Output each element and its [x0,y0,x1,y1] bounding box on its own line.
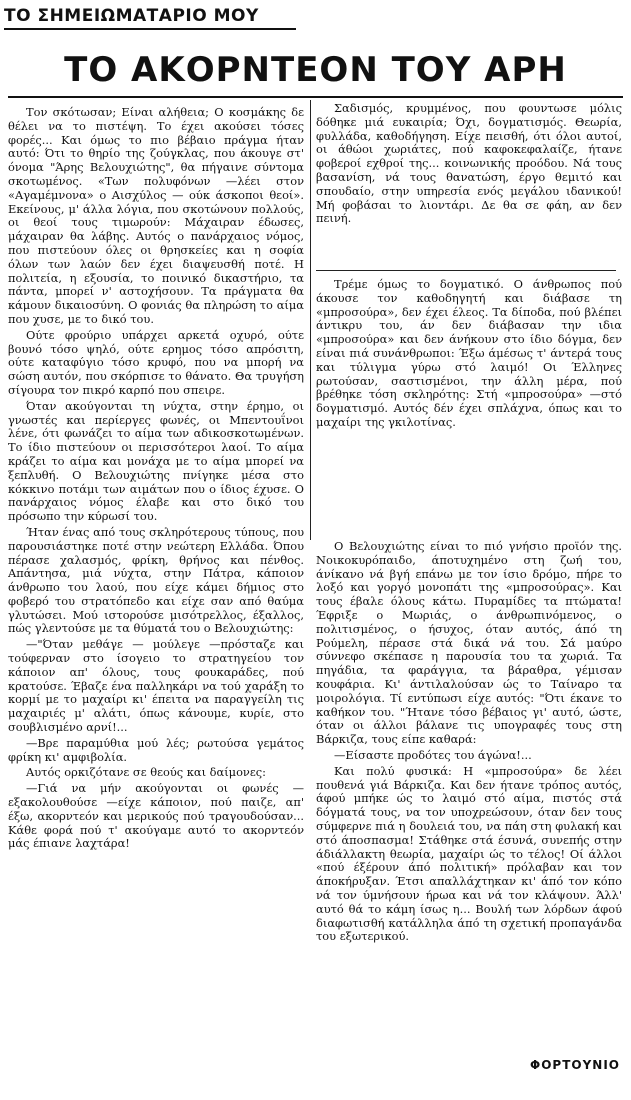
section-header: ΤΟ ΣΗΜΕΙΩΜΑΤΑΡΙΟ ΜΟΥ [4,6,296,30]
paragraph: Όταν ακούγονται τη νύχτα, στην έρημο, οι γνωστές και περίεργες φωνές, οι Μπεντουΐνοι λένε, ότι φωνάζει το αίμα των αδικοσκοτωμένων. Το ίδιο πιστεύουν οι περισσότεροι λαοί. Το αίμα κράζει το αίμα και μονάχα με το αίμα μπορεί να ξεπλυθή. Ο Βελουχιώτης πνίγηκε μέσα στο κόκκινο ποτάμι των αιμάτων που ο ίδιος έχυσε. Ο πανάρχαιος νόμος έλαβε και στο δικό του πρόσωπο την κύρωσί του. [8,398,304,524]
paragraph: Τρέμε όμως το δογματικό. Ο άνθρωπος πού άκουσε τον καθοδηγητή και διάβασε τη «μπροσούρα», δεν έχει έλεος. Τα δίποδα, πού βλέπει άντικρυ του, άν δεν διάβασαν την ιδια «μπροσούρα» και δεν άνήκουν στο ίδιο δόγμα, δεν είναι πιά συνάνθρωποι: Έξω άμέσως τ' άντερά τους και τύλιγμα γύρω στό λαιμό! Οι Έλληνες ρωτούσαν, σαστισμένοι, την άλλη μέρα, πού βρέθηκε τόση σκληρότης: Στή «μπροσούρα» —στό δογματισμό. Αυτός δέν έχει σπλάχνα, όπως και το μαχαίρι της γκιλοτίνας. [316,278,622,429]
right-column-top [316,102,622,266]
paragraph: Και πολύ φυσικά: Η «μπροσούρα» δε λέει πουθενά γιά Βάρκιζα. Και δεν ήτανε τρόπος αυτός, άφού μπήκε ώς το λαιμό στό αίμα, πιστός στά δόγματά τους, να τον υποχρεώσουν, όταν δεν τους σύμφερνε πιά η δουλειά του, να πάη στη φυλακή και στό άποσπασμα! Στάθηκε στά έσυνά, συνεπής στην άδιάλλακτη θεωρία, μαχαίρι ώς το τέλος! Οί άλλοι «πού έξέρουν άπό πολιτική» πρόλαβαν και τον άποκήρυξαν. Έτσι απαλλάχτηκαν κι' άπό τον κόπο νά τον ύμνήσουν ήρωα και νά τον κλάψουν. Άλλ' αυτό θά το κάμη ίσως η... Βουλή των λόρδων άφού διαφωτισθή κατάλληλα άπό τη σχετική προπαγάνδα του εξωτερικού. [316,763,622,944]
paragraph: Αυτός ορκιζότανε σε θεούς και δαίμονες: [26,765,266,780]
section-divider [316,270,616,271]
right-column-middle [316,278,622,536]
paragraph: Ούτε φρούριο υπάρχει αρκετά οχυρό, ούτε βουνό τόσο ψηλό, ούτε ερημος τόσο απρόσιτη, ούτε καταφύγιο τόσο κρυφό, που να μπορή να σώση αυτόν, που σκόρπισε το θάνατο. Θα τρυγήση σίγουρα τον πικρό καρπό που σπειρε. [8,327,304,397]
paragraph: Ο Βελουχιώτης είναι το πιό γνήσιο προϊόν της. Νοικοκυρόπαιδο, άποτυχημένο στη ζωή του, άνίκανο νά βγή επάνω με τον ίσιο δρόμο, πήρε το λοξό και γοργό μονοπάτι της «μπροσούρας». Και τους έβαλε όλους κάτω. Πυραμίδες τα πτώματα! Έφριξε ο Μωριάς, ο άνθρωπινόμενος, ο πολιτισμένος, ο ήσυχος, όταν αυτός, άπό τη Ρούμελη, πέρασε στά δικά νά του. Σά μαύρο σύννεφο σκέπασε η παρουσία του τα χωριά. Τα πηγάδια, τα φαράγγια, τα βάραθρα, γέμισαν κουφάρια. Κι' άντιλαλούσαν ώς το Ταίναρο τα μοιρολόγια. Τί εντύπωσι είχε αυτός: "Ότι έκανε το καθήκον του. "Ήτανε τόσο βέβαιος γι' αυτό, ώστε, όταν οι άλλοι βάλανε τις υπογραφές τους στη Βάρκιζα, τους είπε καθαρά: [316,540,622,747]
paragraph: Τον σκότωσαν; Είναι αλήθεια; Ο κοσμάκης δε θέλει να το πιστέψη. Το έχει ακούσει τόσες φορές... Και όμως το πιο βέβαιο πράγμα ήταν αυτό: Ότι το θηρίο της ζούγκλας, που άκουγε στ' όνομα "Άρης Βελουχιώτης", θα πήγαινε σύντομα σκοτωμένος. «Των πολυφόνων —λέει στον «Αγαμέμνονα» ο Αισχύλος — ούκ άσκοποι θεοί». Εκείνους, μ' άλλα λόγια, που σκοτώνουν πολλούς, οι θεοί τους τιμωρούν: Μάχαιραν έδωσες, μάχαιραν θα λάβης. Αυτός ο πανάρχαιος νόμος, που πιστεύουν όλες οι θρησκείες και η σοφία όλων των λαών δεν έχει διαψευσθή ποτέ. Η πολιτεία, η εξουσία, το ποινικό δικαστήριο, τα πάντα, μπορεί ν' αστοχήσουν. Τα πράγματα θα κάμουν δικαιοσύνη. Ο φονιάς θα πληρώση το αίμα που χυσε, με το δικό του. [8,106,304,326]
paragraph: —Γιά να μήν ακούγονται οι φωνές —εξακολουθούσε —είχε κάποιον, πού παιζε, απ' έξω, ακορντεόν και μερικούς πού τραγουδούσαν... Κάθε φορά πού τ' ακούγαμε αυτό το ακορντεόν μάς έπιανε λαχτάρα! [8,781,304,851]
right-column-bottom [316,540,622,1050]
paragraph: —Βρε παραμύθια μού λές; ρωτούσα γεμάτος φρίκη κι' αμφιβολία. [8,735,304,764]
left-column [8,106,304,1096]
paragraph: Σαδισμός, κρυμμένος, που φουντωσε μόλις δόθηκε μιά ευκαιρία; Όχι, δογματισμός. Θεωρία, φυλλάδα, καθοδήγηση. Είχε πεισθή, ότι όλοι αυτοί, οι άθώοι χωριάτες, πού καφοκεφαλαίζε, ήτανε φοβεροί εχθροί της... κοινωνικής προόδου. Νά τους βασανίση, νά τους θανατώση, έργο θεμιτό και σπουδαίο, στην υπηρεσία ενός μεγάλου ιδανικού! Μή φοβάσαι το λιοντάρι. Δε θα σε φάη, αν δεν πεινή. [316,102,622,226]
paragraph: —Είσαστε προδότες του άγώνα!... [334,747,532,762]
column-divider [310,100,311,540]
paragraph: Ήταν ένας από τους σκληρότερους τύπους, που παρουσιάστηκε ποτέ στην νεώτερη Ελλάδα. Όπου πέρασε χαλασμός, φρίκη, θρήνος και πένθος. Απάντησα, μιά νύχτα, στην Πάτρα, κάποιον άνθρωπο του λαού, που είχε κάμει δήμιος στο φοβερό του στρατόπεδο και είχε σαν από θαύμα γλυτώσει. Μού ιστορούσε μισότρελλος, έξαλλος, πώς γλεντούσε με τα θύματά του ο Βελουχιώτης: [8,524,304,636]
paragraph: —"Όταν μεθάγε — μούλεγε —πρόσταζε και τούφερναν στο ίσογειο το στρατηγείου τον κάποιον απ' όλους, τους φουκαράδες, πού κρατούσε. Έβαζε ένα παλληκάρι να τού χαράξη το κορμί με το μαχαίρι κι' έπειτα να παραγγείλη τις μαχαιριές μ' αλάτι, όπως κάνουμε, κυρίε, στο σουβλισμένο αρνί!... [8,637,304,735]
article-title: ΤΟ ΑΚΟΡΝΤΕΟΝ ΤΟΥ ΑΡΗ [64,50,567,90]
author-signature: ΦΟΡΤΟΥΝΙΟ [530,1058,620,1072]
title-divider [8,96,623,98]
